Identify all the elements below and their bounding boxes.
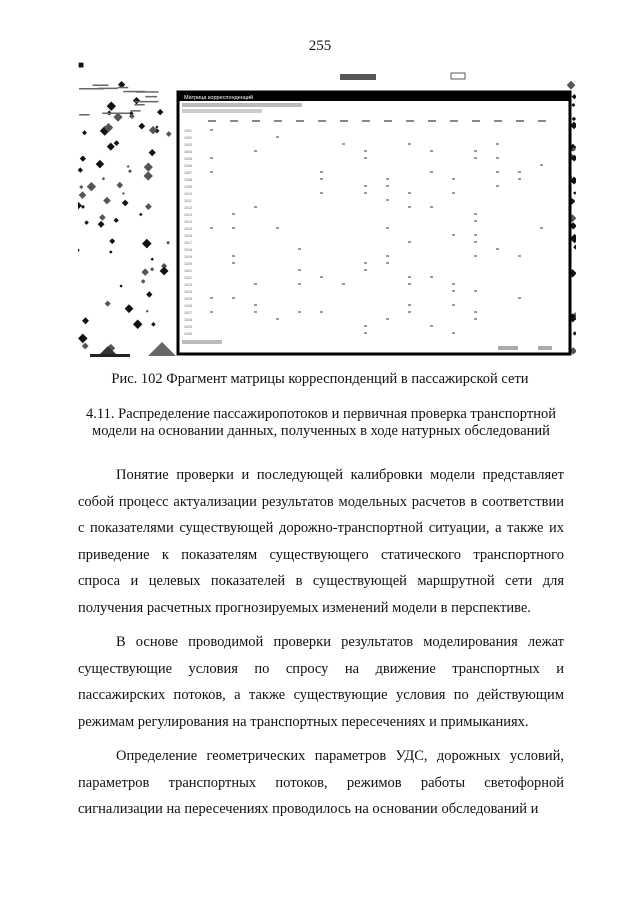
matrix-footer-status — [498, 346, 518, 350]
matrix-row-label: 1015 — [184, 227, 192, 231]
matrix-row-label: 1001 — [184, 129, 192, 133]
matrix-row-label: 1018 — [184, 248, 192, 252]
matrix-row-label: 1030 — [184, 332, 192, 336]
matrix-row-label: 1003 — [184, 143, 192, 147]
matrix-row-label: 1008 — [184, 178, 192, 182]
figure-screenshot — [78, 70, 576, 362]
matrix-row-label: 1019 — [184, 255, 192, 259]
matrix-row-label: 1016 — [184, 234, 192, 238]
matrix-row-label: 1029 — [184, 325, 192, 329]
matrix-row-label: 1020 — [184, 262, 192, 266]
section-title: Распределение пассажиропотоков и первичная проверка транспортной модели на основании данных, полученных в ходе натурных обследований — [92, 406, 556, 439]
matrix-row-label: 1002 — [184, 136, 192, 140]
section-heading — [78, 406, 564, 440]
matrix-row-label: 1006 — [184, 164, 192, 168]
matrix-row-label: 1025 — [184, 297, 192, 301]
matrix-row-label: 1028 — [184, 318, 192, 322]
matrix-row-label: 1012 — [184, 206, 192, 210]
matrix-window — [178, 92, 570, 354]
matrix-row-label: 1022 — [184, 276, 192, 280]
matrix-row-label: 1023 — [184, 283, 192, 287]
matrix-row-label: 1007 — [184, 171, 192, 175]
body-text — [78, 462, 564, 831]
matrix-row-label: 1024 — [184, 290, 192, 294]
matrix-window-title: Матрица корреспонденций — [184, 95, 254, 101]
matrix-row-label: 1021 — [184, 269, 192, 273]
map-corner-icons — [90, 342, 176, 357]
paragraph: Понятие проверки и последующей калибровки модели представляет собой процесс актуализации результатов модельных расчетов в соответствии с показателями существующей дорожно-транспортной ситуации, а также их приведение к показателям существующего статического транспортного спроса и целевых показателей в существующей маршрутной сети для получения расчетных прогнозируемых изменений модели в перспективе. — [78, 467, 564, 616]
matrix-row-label: 1017 — [184, 241, 192, 245]
matrix-row-label: 1011 — [184, 199, 192, 203]
bullet-mark: ■ — [78, 60, 85, 71]
section-number: 4.11. — [86, 406, 115, 422]
app-title-bar — [340, 74, 376, 80]
matrix-row-label: 1005 — [184, 157, 192, 161]
page-number: 255 — [308, 38, 332, 54]
matrix-row-label: 1009 — [184, 185, 192, 189]
paragraph: Определение геометрических параметров УДС, дорожных условий, параметров транспортных потоков, режимов работы светофорной сигнализации на пересечениях проводилось на основании обследований и — [78, 748, 564, 817]
paragraph: В основе проводимой проверки результатов моделирования лежат существующие условия по спросу на движение транспортных и пассажирских потоков, а также существующие условия по действующим режимам регулирования на транспортных пересечениях и примыканиях. — [78, 634, 564, 730]
matrix-row-label: 1013 — [184, 213, 192, 217]
matrix-row-label: 1010 — [184, 192, 192, 196]
matrix-row-label: 1026 — [184, 304, 192, 308]
matrix-row-label: 1027 — [184, 311, 192, 315]
figure-caption: Рис. 102 Фрагмент матрицы корреспонденций в пассажирской сети — [111, 371, 529, 387]
matrix-row-label: 1004 — [184, 150, 192, 154]
matrix-row-label: 1014 — [184, 220, 192, 224]
